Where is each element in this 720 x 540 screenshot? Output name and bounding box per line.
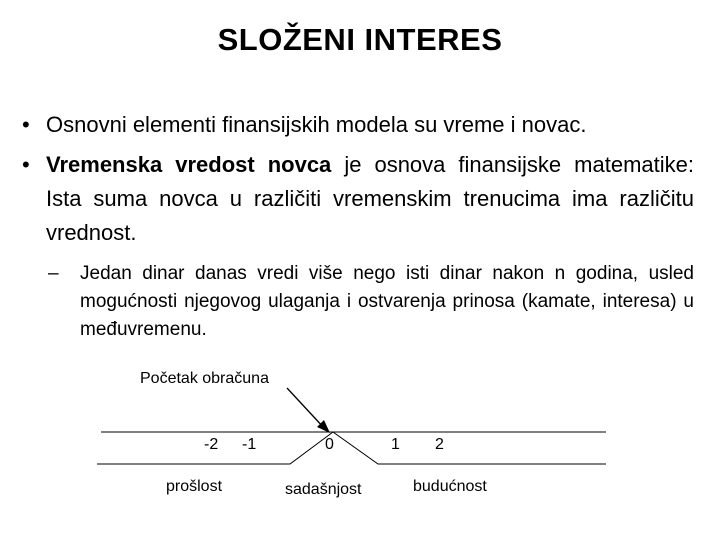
timeline-diagram bbox=[0, 362, 720, 540]
bullet-bold-term: Vremenska vredost novca bbox=[46, 152, 332, 177]
bullet-text: je osnova finansijske matematike: Ista suma novca u različiti vremenskim trenucima ima različitu vrednost. bbox=[46, 152, 694, 245]
start-label: Početak obračuna bbox=[140, 370, 269, 387]
timeline-svg bbox=[0, 362, 720, 540]
tick-label: 0 bbox=[325, 436, 334, 453]
bullet-text: Osnovni elementi finansijskih modela su vreme i novac. bbox=[46, 112, 587, 137]
tick-label: 2 bbox=[435, 436, 444, 453]
tick-label: -1 bbox=[242, 436, 257, 453]
sub-bullet-item bbox=[48, 260, 694, 344]
past-label: prošlost bbox=[166, 478, 223, 495]
bullet-dot: • bbox=[22, 112, 30, 137]
sub-bullet-dash: – bbox=[48, 263, 59, 284]
bullet-item bbox=[22, 148, 694, 250]
timeline-bottom-line bbox=[97, 432, 606, 464]
present-label: sadašnjost bbox=[285, 481, 362, 498]
future-label: budućnost bbox=[413, 478, 487, 495]
bullet-list bbox=[22, 108, 694, 344]
sub-bullet-text: Jedan dinar danas vredi više nego isti dinar nakon n godina, usled mogućnosti njegovog ulaganja i ostvarenja prinosa (kamate, interesa) u međuvremenu. bbox=[80, 263, 694, 340]
tick-label: -2 bbox=[204, 436, 219, 453]
tick-label: 1 bbox=[391, 436, 400, 453]
bullet-dot: • bbox=[22, 152, 30, 177]
slide-title: SLOŽENI INTERES bbox=[217, 22, 503, 57]
start-pointer-arrow bbox=[287, 388, 325, 429]
bullet-item bbox=[22, 108, 694, 142]
